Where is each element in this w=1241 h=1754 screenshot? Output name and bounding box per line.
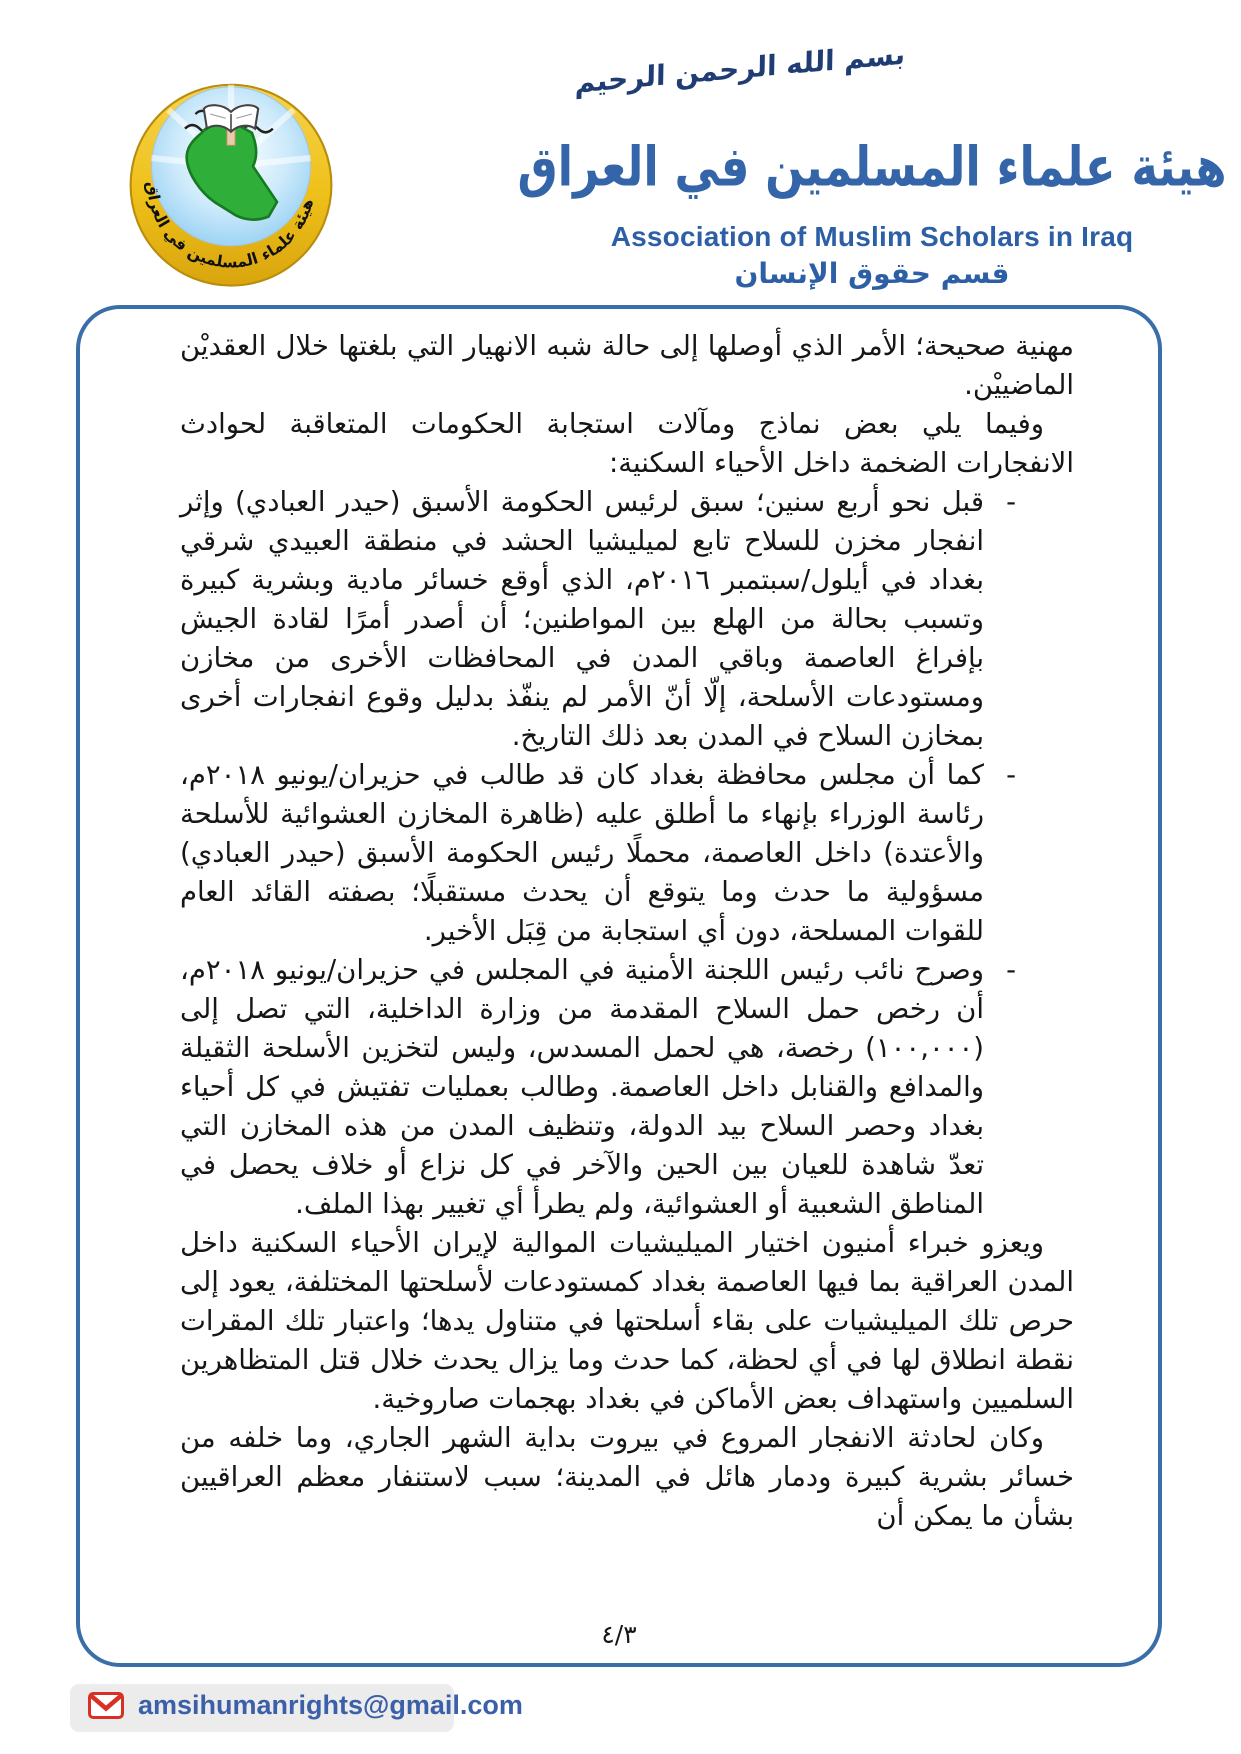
bullet-dash: -: [1006, 759, 1016, 791]
bullet-text: قبل نحو أربع سنين؛ سبق لرئيس الحكومة الأسبق (حيدر العبادي) وإثر انفجار مخزن للسلاح تابع لميليشيا الحشد في منطقة العبيدي شرقي بغداد في أيلول/سبتمبر ٢٠١٦م، الذي أوقع خسائر مادية وبشرية كبيرة وتسبب بحالة من الهلع بين المواطنين؛ أن أصدر أمرًا لقادة الجيش بإفراغ العاصمة وباقي المدن في المحافظات الأخرى من مخازن ومستودعات الأسلحة، إلّا أنّ الأمر لم ينفّذ بدليل وقوع انفجارات أخرى بمخازن السلاح في المدن بعد ذلك التاريخ.: [180, 486, 984, 752]
paragraph-intro-list: وفيما يلي بعض نماذج ومآلات استجابة الحكومات المتعاقبة لحوادث الانفجارات الضخمة داخل الأحياء السكنية:: [180, 408, 1074, 479]
bullet-item: [180, 756, 1074, 951]
bismillah-calligraphy: بسم الله الرحمن الرحيم: [574, 37, 906, 100]
crescent-band-calligraphy: هيئة علماء المسلمين في العراق: [143, 181, 318, 272]
bullet-text: كما أن مجلس محافظة بغداد كان قد طالب في حزيران/يونيو ٢٠١٨م، رئاسة الوزراء بإنهاء ما أطلق عليه (ظاهرة المخازن العشوائية للأسلحة والأعتدة) داخل العاصمة، محملًا رئيس الحكومة الأسبق (حيدر العبادي) مسؤولية ما حدث وما يتوقع أن يحدث مستقبلًا؛ بصفته القائد العام للقوات المسلحة، دون أي استجابة من قِبَل الأخير.: [180, 759, 984, 947]
bullet-dash: -: [1006, 954, 1016, 986]
bullet-list: [180, 483, 1074, 1224]
footer: [88, 1690, 523, 1721]
bullet-dash: -: [1006, 486, 1016, 518]
content-box: [76, 305, 1162, 1667]
paragraph-continuation: مهنية صحيحة؛ الأمر الذي أوصلها إلى حالة شبه الانهيار التي بلغتها خلال العقديْن الماضييْن.: [180, 330, 1074, 401]
page-number: ٤/٣: [601, 1620, 637, 1649]
bullet-text: وصرح نائب رئيس اللجنة الأمنية في المجلس في حزيران/يونيو ٢٠١٨م، أن رخص حمل السلاح المقدمة من وزارة الداخلية، التي تصل إلى (١٠٠,٠٠٠) رخصة، هي لحمل المسدس، وليس لتخزين الأسلحة الثقيلة والمدافع والقنابل داخل العاصمة. وطالب بعمليات تفتيش في كل أحياء بغداد وحصر السلاح بيد الدولة، وتنظيف المدن من هذه المخازن التي تعدّ شاهدة للعيان بين الحين والآخر في كل نزاع أو خلاف يحصل في المناطق الشعبية أو العشوائية، ولم يطرأ أي تغيير بهذا الملف.: [180, 954, 984, 1220]
association-logo: [126, 68, 336, 296]
org-title-arabic-calligraphy: هيئة علماء المسلمين في العراق: [517, 133, 1227, 199]
gmail-icon: [88, 1692, 124, 1719]
bullet-item: [180, 483, 1074, 756]
bullet-item: [180, 951, 1074, 1224]
document-body: [180, 327, 1074, 1536]
paragraph-experts: ويعزو خبراء أمنيون اختيار الميليشيات الموالية لإيران الأحياء السكنية داخل المدن العراقية بما فيها العاصمة بغداد كمستودعات لأسلحتها المختلفة، يعود إلى حرص تلك الميليشيات على بقاء أسلحتها في متناول يدها؛ واعتبار تلك المقرات نقطة انطلاق لها في أي لحظة، كما حدث وما يزال يحدث خلال قتل المتظاهرين السلميين واستهداف بعض الأماكن في بغداد بهجمات صاروخية.: [180, 1227, 1074, 1415]
email-link[interactable]: amsihumanrights@gmail.com: [138, 1690, 523, 1720]
department-title: قسم حقوق الإنسان: [734, 257, 1010, 290]
paragraph-beirut: وكان لحادثة الانفجار المروع في بيروت بداية الشهر الجاري، وما خلفه من خسائر بشرية كبيرة ودمار هائل في المدينة؛ سبب لاستنفار معظم العراقيين بشأن ما يمكن أن: [180, 1422, 1074, 1532]
org-title-english: Association of Muslim Scholars in Iraq: [610, 221, 1134, 252]
